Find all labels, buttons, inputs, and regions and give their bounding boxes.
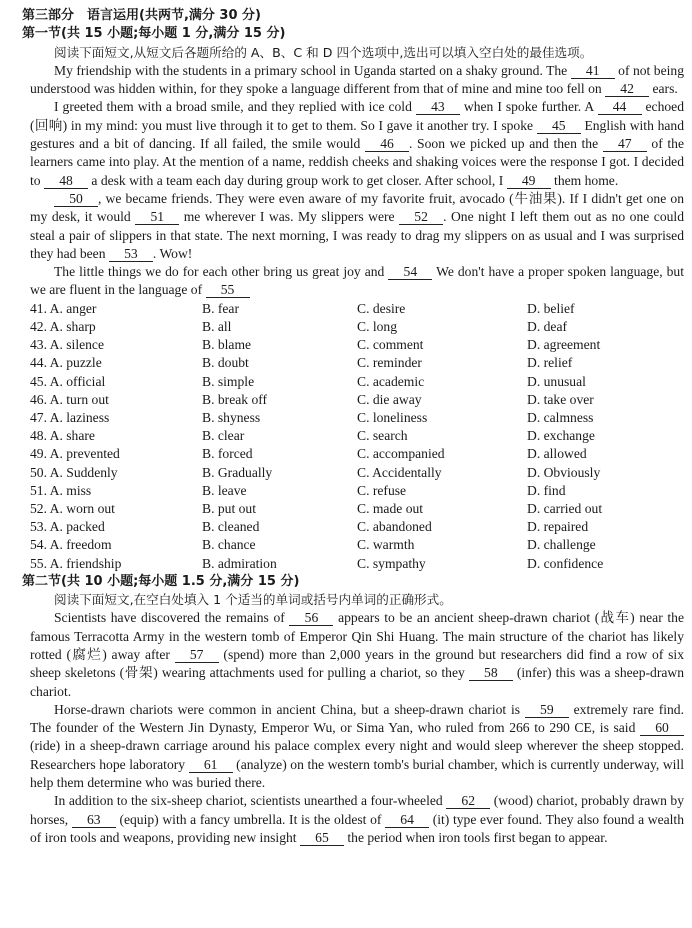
blank-62: 62 [446, 794, 490, 809]
option-D: D. exchange [527, 428, 595, 444]
option-C: C. long [357, 318, 398, 334]
option-B: B. cleaned [202, 519, 260, 535]
section2-title: 第二节(共 10 小题;每小题 1.5 分,满分 15 分) [22, 573, 300, 589]
option-D: D. calmness [527, 409, 594, 425]
option-A: 55. A. friendship [30, 555, 122, 571]
blank-51: 51 [135, 210, 179, 225]
option-B: B. shyness [202, 409, 261, 425]
option-A: 41. A. anger [30, 300, 97, 316]
blank-59: 59 [525, 703, 569, 718]
option-C: C. academic [357, 373, 425, 389]
option-A: 42. A. sharp [30, 318, 96, 334]
option-D: D. unusual [527, 373, 586, 389]
section1-instruction: 阅读下面短文,从短文后各题所给的 A、B、C 和 D 四个选项中,选出可以填入空白处的最佳选项。 [54, 44, 593, 60]
options-table [30, 300, 690, 573]
passage-paragraph [30, 701, 684, 792]
option-A: 49. A. prevented [30, 446, 120, 462]
option-B: B. break off [202, 391, 268, 407]
passage-text: when I spoke further. A [459, 99, 598, 115]
passage-text: . Soon we picked up and then the [409, 136, 603, 152]
passage-text: a desk with a team each day during group work to get closer. After school, I [87, 172, 507, 188]
option-row [30, 354, 690, 372]
passage-paragraph [30, 609, 684, 700]
option-B: B. leave [202, 482, 247, 498]
option-C: C. loneliness [357, 409, 428, 425]
option-C: C. warmth [357, 537, 415, 553]
option-B: B. chance [202, 537, 256, 553]
passage-text: The little things we do for each other bring us great joy and [54, 264, 389, 280]
option-C: C. search [357, 428, 408, 444]
option-B: B. simple [202, 373, 255, 389]
blank-56: 56 [289, 611, 333, 626]
blank-65: 65 [300, 831, 344, 846]
option-row [30, 391, 690, 409]
option-row [30, 536, 690, 554]
blank-53: 53 [109, 247, 153, 262]
option-D: D. confidence [527, 555, 604, 571]
option-D: D. agreement [527, 337, 601, 353]
passage-text: appears to be an ancient sheep-drawn chariot (战车) near the famous Terracotta Army in the western tomb of Emperor Qin Shi Huang. The main structure of the chariot has likely rotted (腐烂) away after [30, 610, 684, 662]
option-D: D. find [527, 482, 566, 498]
option-B: B. forced [202, 446, 253, 462]
option-A: 54. A. freedom [30, 537, 112, 553]
passage-text: . One night I left them out as no one could steal a pair of slippers in that state. The next morning, I was ready to drag my slippers on as usual and I was surprised they had been [30, 209, 684, 261]
option-B: B. put out [202, 500, 257, 516]
blank-61: 61 [189, 758, 233, 773]
section2-passage [30, 609, 684, 847]
option-C: C. comment [357, 337, 424, 353]
section2-instruction: 阅读下面短文,在空白处填入 1 个适当的单词或括号内单词的正确形式。 [54, 592, 452, 608]
section1-passage [30, 62, 684, 300]
passage-text: me wherever I was. My slippers were [179, 209, 400, 225]
passage-paragraph [30, 62, 684, 99]
option-A: 46. A. turn out [30, 391, 109, 407]
option-C: C. abandoned [357, 519, 432, 535]
passage-text: English with hand gestures and a bit of dancing. If all failed, the smile would [30, 117, 684, 152]
option-row [30, 464, 690, 482]
option-row [30, 336, 690, 354]
passage-text: them home. [550, 172, 619, 188]
blank-49: 49 [507, 174, 551, 189]
passage-paragraph [30, 190, 684, 263]
option-C: C. die away [357, 391, 422, 407]
blank-60: 60 [640, 721, 684, 736]
blank-52: 52 [399, 210, 443, 225]
option-C: C. desire [357, 300, 406, 316]
blank-63: 63 [72, 813, 116, 828]
passage-text: I greeted them with a broad smile, and they replied with ice cold [54, 99, 416, 115]
option-A: 47. A. laziness [30, 409, 110, 425]
option-row [30, 445, 690, 463]
passage-paragraph [30, 792, 684, 847]
option-row [30, 518, 690, 536]
blank-43: 43 [416, 100, 460, 115]
option-B: B. fear [202, 300, 239, 316]
passage-text: extremely rare find. The founder of the Western Jin Dynasty, Emperor Wu, or Sima Yan, who ruled from 266 to 290 CE, is said [30, 701, 684, 736]
blank-57: 57 [175, 648, 219, 663]
blank-50: 50 [54, 192, 98, 207]
option-row [30, 373, 690, 391]
section1-title: 第一节(共 15 小题;每小题 1 分,满分 15 分) [22, 26, 286, 42]
option-C: C. sympathy [357, 555, 426, 571]
passage-text: , we became friends. They were even aware of my favorite fruit, avocado (牛油果). If I didn't get one on my desk, it would [30, 190, 684, 225]
option-row [30, 555, 690, 573]
option-A: 45. A. official [30, 373, 106, 389]
option-B: B. blame [202, 337, 252, 353]
blank-54: 54 [388, 265, 432, 280]
passage-text: ears. [649, 81, 678, 97]
blank-42: 42 [605, 82, 649, 97]
option-D: D. belief [527, 300, 575, 316]
option-A: 43. A. silence [30, 337, 104, 353]
passage-text: . Wow! [152, 245, 193, 261]
option-C: C. refuse [357, 482, 407, 498]
option-A: 52. A. worn out [30, 500, 115, 516]
option-B: B. doubt [202, 355, 249, 371]
passage-text: (equip) with a fancy umbrella. It is the oldest of [115, 811, 386, 827]
option-D: D. challenge [527, 537, 596, 553]
passage-text: (it) type ever found. They also found a wealth of iron tools and weapons, providing new insight [30, 811, 685, 845]
passage-text: (ride) in a sheep-drawn carriage around his palace complex every night and would sleep wherever the sheep stopped. Researchers hope laboratory [30, 738, 684, 772]
option-A: 51. A. miss [30, 482, 92, 498]
option-A: 48. A. share [30, 428, 95, 444]
option-A: 44. A. puzzle [30, 355, 102, 371]
option-row [30, 318, 690, 336]
option-D: D. Obviously [527, 464, 601, 480]
option-D: D. repaired [527, 519, 589, 535]
passage-text: (wood) chariot, probably drawn by horses, [30, 793, 684, 827]
option-A: 50. A. Suddenly [30, 464, 118, 480]
passage-text: My friendship with the students in a primary school in Uganda started on a shaky ground. The [54, 62, 571, 78]
option-D: D. carried out [527, 500, 603, 516]
blank-48: 48 [44, 174, 88, 189]
option-B: B. admiration [202, 555, 277, 571]
option-C: C. accompanied [357, 446, 445, 462]
part-title: 第三部分 语言运用(共两节,满分 30 分) [22, 8, 261, 23]
option-row [30, 409, 690, 427]
option-row [30, 427, 690, 445]
option-D: D. allowed [527, 446, 587, 462]
option-C: C. made out [357, 500, 424, 516]
passage-text: (analyze) on the western tomb's burial chamber, which is currently underway, will help them determine who was buried there. [30, 756, 684, 791]
passage-text: We don't have a proper spoken language, but we are fluent in the language of [30, 264, 684, 298]
passage-text: of the learners came into play. At the mention of a name, reddish cheeks and shaking voices were the response I got. I decided to [30, 136, 684, 188]
blank-47: 47 [603, 137, 647, 152]
option-D: D. deaf [527, 318, 568, 334]
option-C: C. Accidentally [357, 464, 442, 480]
blank-64: 64 [385, 813, 429, 828]
passage-text: In addition to the six-sheep chariot, scientists unearthed a four-wheeled [54, 793, 447, 809]
option-row [30, 500, 690, 518]
option-B: B. clear [202, 428, 245, 444]
passage-text: Scientists have discovered the remains of [54, 610, 290, 626]
passage-paragraph [30, 263, 684, 300]
blank-55: 55 [206, 283, 250, 298]
passage-text: the period when iron tools first began to appear. [343, 829, 608, 845]
blank-44: 44 [598, 100, 642, 115]
option-D: D. take over [527, 391, 594, 407]
option-row [30, 482, 690, 500]
option-B: B. Gradually [202, 464, 273, 480]
option-A: 53. A. packed [30, 519, 105, 535]
passage-text: Horse-drawn chariots were common in ancient China, but a sheep-drawn chariot is [54, 701, 525, 717]
option-D: D. relief [527, 355, 573, 371]
option-C: C. reminder [357, 355, 422, 371]
blank-45: 45 [537, 119, 581, 134]
blank-41: 41 [571, 64, 615, 79]
blank-46: 46 [365, 137, 409, 152]
blank-58: 58 [469, 666, 513, 681]
passage-paragraph [30, 98, 684, 189]
passage-text: (spend) more than 2,000 years in the ground but researchers did find a row of six sheep skeletons (骨架) wearing attachments used for pulling a chariot, so they [30, 646, 685, 681]
option-B: B. all [202, 318, 232, 334]
passage-text: echoed (回响) in my mind: you must live through it to get to them. So I gave it another try. I spoke [30, 99, 684, 133]
passage-text: of not being understood was hidden within, for they spoke a language different from that of mine and mine too fell on [30, 62, 684, 97]
passage-text: (infer) this was a sheep-drawn chariot. [30, 665, 684, 699]
option-row [30, 300, 690, 318]
